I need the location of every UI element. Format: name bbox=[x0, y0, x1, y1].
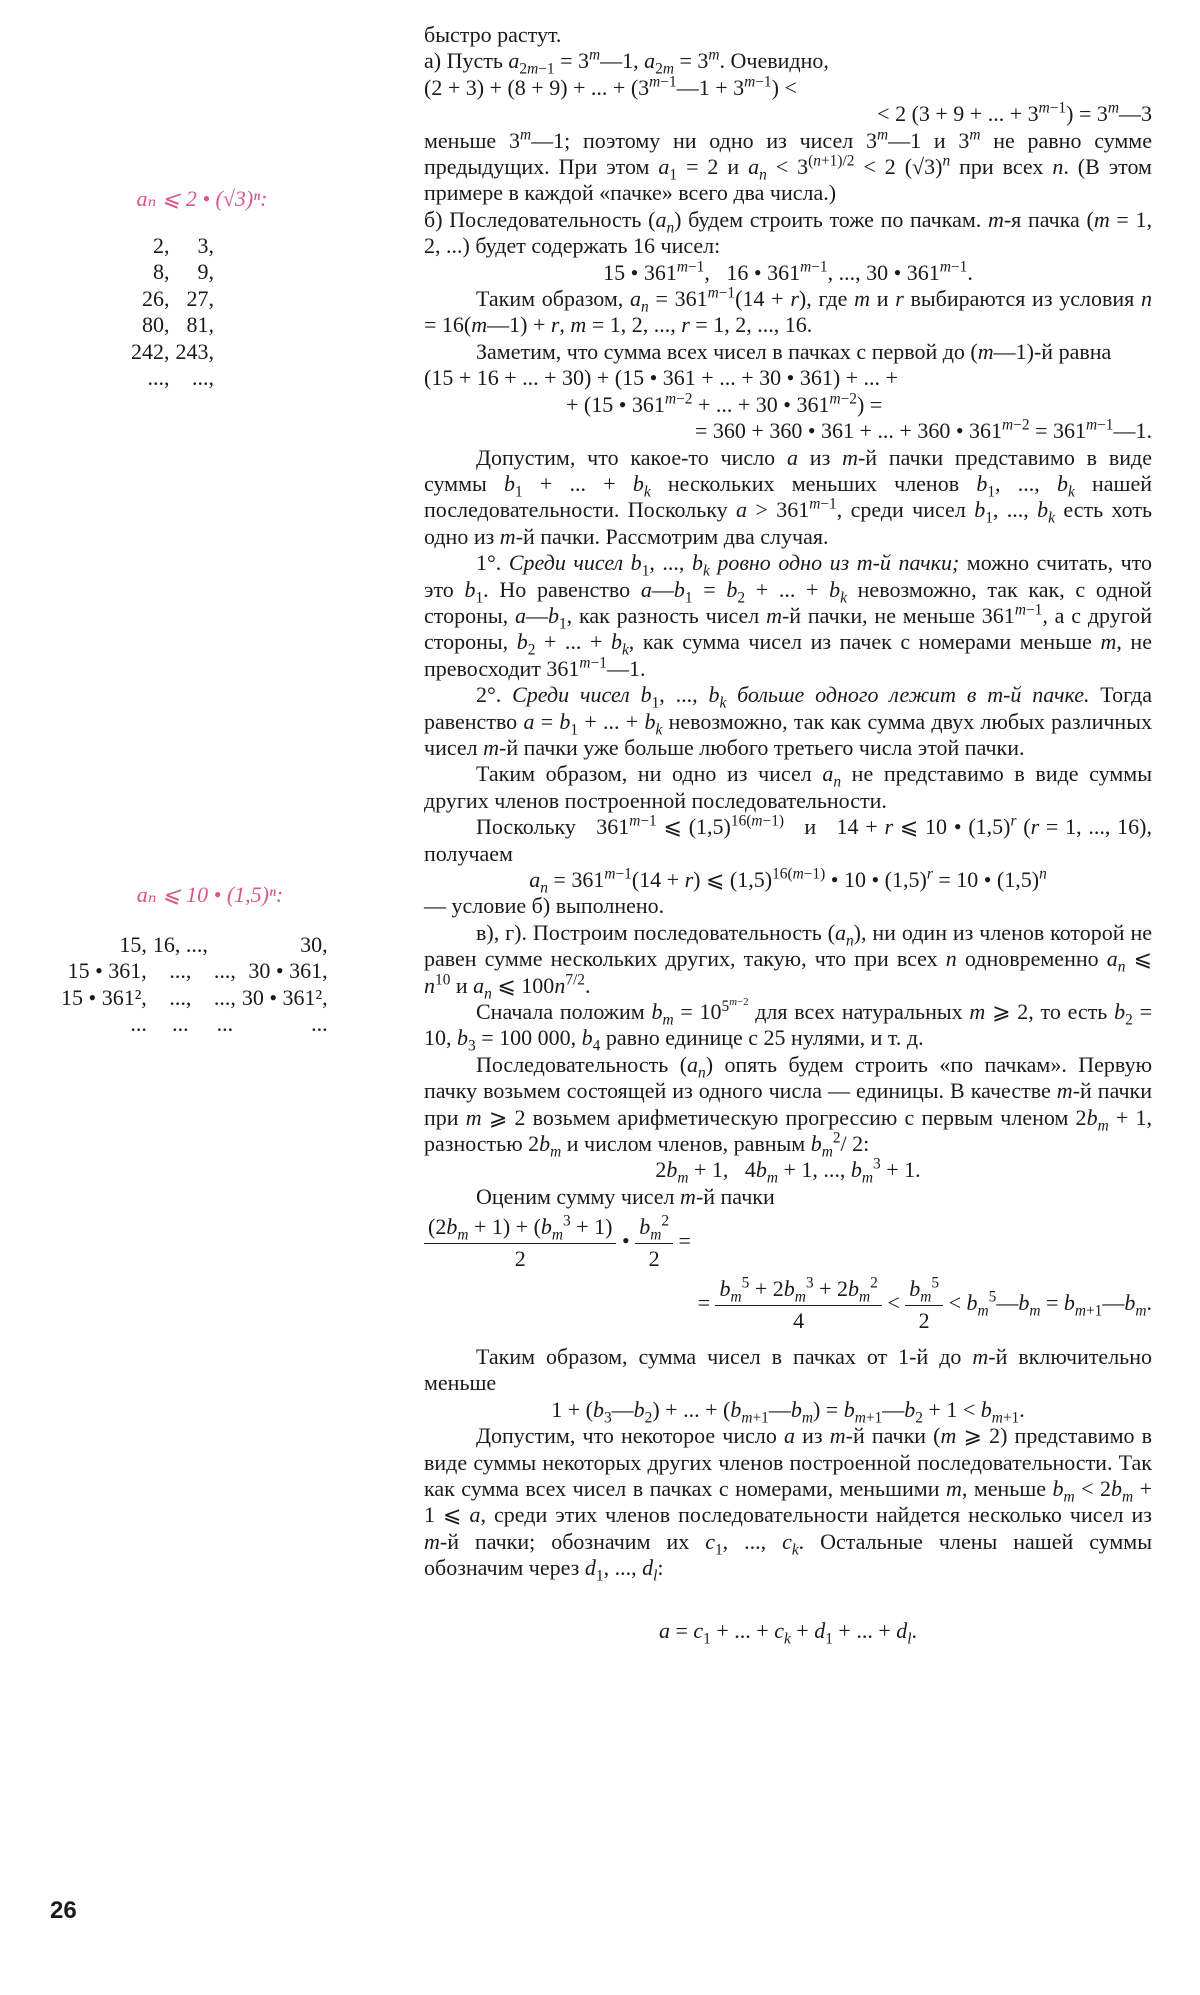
sequence-cell: 9, bbox=[197, 259, 214, 285]
paragraph: Заметим, что сумма всех чисел в пачках с первой до (m—1)-й равна bbox=[476, 338, 1112, 364]
sequence-cell: ... bbox=[130, 1011, 147, 1037]
sequence-cell: ..., bbox=[192, 365, 214, 391]
sequence-cell: ... bbox=[216, 1011, 234, 1037]
sequence-row bbox=[58, 932, 331, 958]
paragraph: Таким образом, сумма чисел в пачках от 1-й до m-й включительно меньше bbox=[424, 1343, 1152, 1396]
paragraph: Последовательность $(a_n)$ опять будем строить «по пачкам». Первую пачку возьмем состоящей из одного числа — единицы. В качестве m-й пачки при m ⩾ 2 возьмем арифметическую прогрессию с первым членом $2b_m + 1$, разностью $2b_m$ и числом членов, равным $b_m^2/$ 2: bbox=[424, 1051, 1153, 1161]
paragraph: Таким образом, ни одно из чисел $a_n$ не представимо в виде суммы других членов построенной последовательности. bbox=[424, 761, 1152, 813]
formula: (15 + 16 + ... + 30) + (15 • 361 + ... + 30 • 361) + ... + bbox=[424, 365, 898, 391]
sequence-cell: 30, bbox=[300, 932, 328, 957]
margin-list-2 bbox=[58, 932, 331, 1038]
paragraph: Оценим сумму чисел m-й пачки bbox=[476, 1183, 775, 1209]
sequence-row bbox=[128, 312, 217, 338]
margin-formula-2: aₙ ⩽ 10 • (1,5)ⁿ: bbox=[136, 882, 284, 907]
sequence-row bbox=[58, 985, 331, 1011]
paragraph: меньше 3$^m$—1; поэтому ни одно из чисел 3$^m$—1 и 3$^m$ не равно сумме предыдущих. При этом $a_1 = 2$ и $a_n < 3^{(n+1)/2} < 2$ $(√3)^n$ при всех n. (В этом примере в каждой «пачке» всего два числа.) bbox=[424, 126, 1152, 206]
sequence-cell: 80, bbox=[142, 312, 170, 338]
paragraph: Таким образом, $a_n = 361^{m-1}(14 + r)$, где m и r выбираются из условия n = 16(m—1) + r, m = 1, 2, ..., r = 1, 2, ..., 16. bbox=[424, 284, 1153, 338]
formula: (2 + 3) + (8 + 9) + ... + $(3^{m-1}—1 + 3^{m-1})$ < bbox=[424, 73, 797, 100]
paragraph: 1°. Среди чисел $b_1$, ..., $b_k$ ровно одно из m-й пачки; можно считать, что это $b_1$. Но равенство $a—b_1 = b_2$ + ... + $b_k$ невозможно, так как, с одной стороны, $a—b_1$, как разность чисел m-й пачки, не меньше $361^{m-1}$, а с другой стороны, $b_2$ + ... + $b_k$, как сумма чисел из пачек с номерами меньше m, не превосходит $361^{m-1}—1$. bbox=[424, 550, 1152, 681]
sequence-cell: 3, bbox=[197, 233, 214, 258]
formula: $a = c_1$ + ... + $c_k + d_1$ + ... + $d_l$. bbox=[658, 1617, 918, 1647]
paragraph: Допустим, что некоторое число a из m-й пачки (m ⩾ 2) представимо в виде суммы некоторых других членов построенной последовательности. Так как сумма всех чисел в пачках с номерами, меньшими m, меньше $b_m < 2b_m + 1$ ⩽ a, среди этих членов последовательности найдется несколько чисел из m-й пачки; обозначим их $c_1$, ..., $c_k$. Остальные члены нашей суммы обозначим через $d_1$, ..., $d_l$: bbox=[424, 1423, 1153, 1585]
page-number: 26 bbox=[50, 1897, 77, 1924]
sequence-cell: 2, bbox=[153, 233, 170, 258]
sequence-cell: ..., bbox=[169, 984, 192, 1010]
sequence-cell: 242, bbox=[131, 338, 170, 364]
sequence-row bbox=[128, 339, 217, 365]
sequence-cell: 15, bbox=[119, 932, 147, 957]
text-line: — условие б) выполнено. bbox=[424, 893, 665, 919]
sequence-row bbox=[58, 1011, 331, 1037]
case-a: а) Пусть $a_{2m-1}$ = $3^m—1$, $a_{2m} = 3^m$. Очевидно, bbox=[424, 47, 829, 78]
margin-table-2 bbox=[58, 932, 331, 1038]
formula: = $\frac{b_m^5 + 2b_m^3 + 2b_m^2}{4}$ < $\frac{b_m^5}{2}$ < $b_m^5—b_m$ = $b_{m+1}—b_m$. bbox=[697, 1274, 1152, 1333]
sequence-cell: 81, bbox=[186, 312, 214, 338]
sequence-row bbox=[58, 958, 331, 984]
sequence-cell: 243, bbox=[175, 338, 214, 364]
sequence-row bbox=[128, 233, 217, 259]
paragraph: Сначала положим $b_m = 10^{5^{m-2}}$ для всех натуральных m ⩾ 2, то есть $b_2 = 10$, $b_3 = 100$ 000, $b_4$ равно единице с 25 нулями, и т. д. bbox=[424, 995, 1152, 1055]
case-v-g: в), г). Построим последовательность $(a_n)$, ни один из членов которой не равен сумме нескольких других, такую, что при всех n одновременно $a_n$ ⩽ $n^{10}$ и $a_n$ ⩽ $100n^{7/2}$. bbox=[424, 919, 1153, 1003]
formula: 15 • $361^{m-1}$, 16 • $361^{m-1}$, ..., 30 • $361^{m-1}$. bbox=[603, 258, 973, 285]
sequence-cell: 27, bbox=[186, 285, 214, 311]
formula: $2b_m + 1$, $4b_m + 1$, ..., $b_m^3 + 1$. bbox=[655, 1156, 921, 1187]
main-text bbox=[424, 22, 1153, 1647]
sequence-cell: ... bbox=[172, 1011, 189, 1037]
sequence-cell: 26, bbox=[142, 285, 170, 311]
paragraph: Поскольку $361^{m-1}$ ⩽ $(1,5)^{16(m-1)}$ и 14 + r ⩽ 10 • $(1,5)^r$ (r = 1, ..., 16), получаем bbox=[424, 812, 1153, 866]
sequence-row bbox=[128, 259, 217, 285]
case-b: б) Последовательность $(a_n)$ будем строить тоже по пачкам. m-я пачка (m = 1, 2, ...) будет содержать 16 чисел: bbox=[424, 206, 1152, 259]
sequence-cell: ..., bbox=[213, 984, 236, 1010]
margin-formula-1: aₙ ⩽ 2 • (√3)ⁿ: bbox=[136, 186, 268, 211]
formula: + (15 • $361^{m-2}$ + ... + 30 • $361^{m-2}$) = bbox=[566, 390, 883, 417]
paragraph: Допустим, что какое-то число a из m-й пачки представимо в виде суммы $b_1$ + ... + $b_k$ нескольких меньших членов $b_1$, ..., $b_k$ нашей последовательности. Поскольку $a > 361^{m-1}$, среди чисел $b_1$, ..., $b_k$ есть хоть одно из m-й пачки. Рассмотрим два случая. bbox=[424, 444, 1153, 549]
paragraph: 2°. Среди чисел $b_1$, ..., $b_k$ больше одного лежит в m-й пачке. Тогда равенство $a = b_1$ + ... + $b_k$ невозможно, так как сумма двух любых различных чисел m-й пачки уже больше любого третьего числа этой пачки. bbox=[424, 682, 1152, 760]
sequence-cell: 30 • 361², bbox=[241, 984, 328, 1010]
sequence-cell: 30 • 361, bbox=[248, 958, 328, 984]
sequence-row bbox=[128, 286, 217, 312]
sequence-cell: 16, ..., bbox=[152, 932, 208, 957]
sequence-cell: 15 • 361, bbox=[67, 958, 147, 984]
margin-table-1 bbox=[128, 233, 217, 391]
sequence-cell: 15 • 361², bbox=[61, 984, 147, 1010]
sequence-cell: ..., bbox=[213, 958, 236, 984]
sequence-cell: ..., bbox=[147, 365, 170, 391]
text-line: быстро растут. bbox=[424, 22, 562, 47]
formula: < 2 (3 + 9 + ... + $3^{m-1}$) = $3^m—3$ bbox=[877, 99, 1152, 127]
formula: $a_n = 361^{m-1}(14 + r)$ ⩽ $(1,5)^{16(m-1)}$ • 10 • $(1,5)^r = 10$ • $(1,5)^n$ bbox=[529, 865, 1047, 897]
margin-list-1 bbox=[128, 233, 217, 391]
formula: $\frac{(2b_m + 1) + (b_m^3 + 1)}{2}$ • $\frac{b_m^2}{2}$ = bbox=[424, 1214, 1152, 1272]
sequence-cell bbox=[211, 932, 239, 958]
sequence-cell: 8, bbox=[153, 259, 170, 285]
formula: $1 + (b_3—b_2)$ + ... + $(b_{m+1}—b_m)$ = $b_{m+1}—b_2 + 1 < b_{m+1}$. bbox=[551, 1396, 1025, 1427]
sequence-row bbox=[128, 365, 217, 391]
formula: = 360 + 360 • 361 + ... + 360 • $361^{m-2}$ = $361^{m-1}—1$. bbox=[695, 416, 1152, 444]
sequence-cell: ... bbox=[311, 1011, 328, 1037]
sequence-cell: ..., bbox=[169, 958, 192, 984]
